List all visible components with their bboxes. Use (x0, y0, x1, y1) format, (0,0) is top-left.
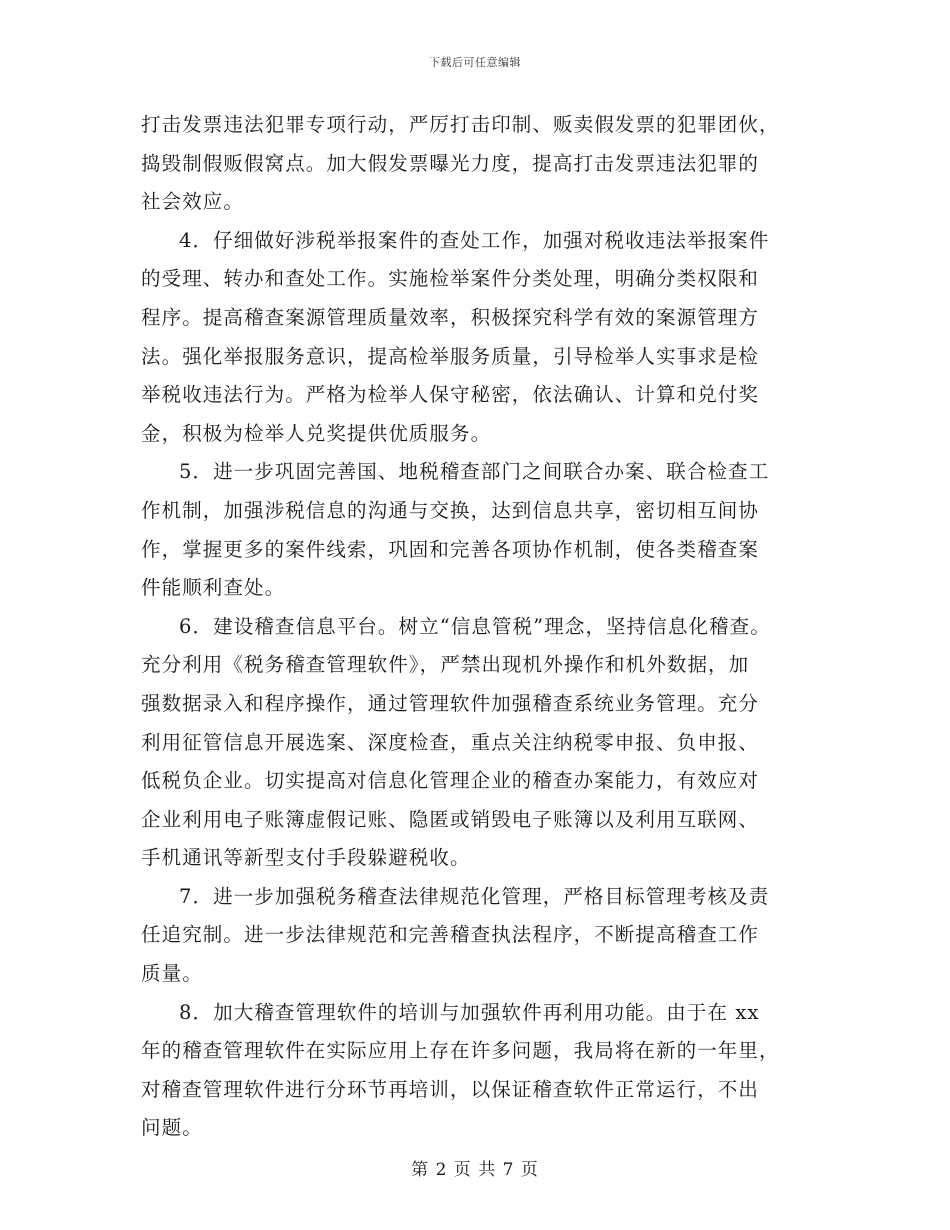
text-line: 打击发票违法犯罪专项行动，严厉打击印制、贩卖假发票的犯罪团伙， (141, 113, 780, 136)
text-line: 6．建设稽查信息平台。树立“信息管税”理念，坚持信息化稽查。 (179, 614, 771, 638)
text-line: 问题。 (141, 1116, 203, 1140)
text-line: 金，积极为检举人兑奖提供优质服务。 (141, 421, 492, 445)
text-line: 8．加大稽查管理软件的培训与加强软件再利用功能。由于在 xx (179, 1000, 760, 1024)
document-body (141, 106, 841, 1148)
text-line: 对稽查管理软件进行分环节再培训，以保证稽查软件正常运行，不出 (141, 1077, 760, 1101)
text-line: 任追究制。进一步法律规范和完善稽查执法程序，不断提高稽查工作 (141, 923, 760, 947)
text-line: 手机通讯等新型支付手段躲避税收。 (141, 846, 471, 870)
text-line: 5．进一步巩固完善国、地税稽查部门之间联合办案、联合检查工 (179, 460, 770, 484)
text-line: 件能顺利查处。 (141, 576, 286, 600)
text-line: 4．仔细做好涉税举报案件的查处工作，加强对税收违法举报案件 (179, 228, 770, 252)
page-number-footer: 第 2 页 共 7 页 (411, 1160, 539, 1180)
text-line: 利用征管信息开展选案、深度检查，重点关注纳税零申报、负申报、 (141, 730, 760, 754)
text-line: 社会效应。 (141, 190, 245, 214)
text-line: 作机制，加强涉税信息的沟通与交换，达到信息共享，密切相互间协 (141, 498, 760, 522)
text-line: 充分利用《税务稽查管理软件》，严禁出现机外操作和机外数据，加 (141, 653, 750, 677)
text-line: 低税负企业。切实提高对信息化管理企业的稽查办案能力，有效应对 (141, 769, 760, 793)
text-line: 的受理、转办和查处工作。实施检举案件分类处理，明确分类权限和 (141, 267, 760, 291)
text-line: 质量。 (141, 962, 203, 986)
text-line: 作，掌握更多的案件线索，巩固和完善各项协作机制，使各类稽查案 (141, 537, 760, 561)
text-line: 程序。提高稽查案源管理质量效率，积极探究科学有效的案源管理方 (141, 305, 760, 329)
text-line: 企业利用电子账簿虚假记账、隐匿或销毁电子账簿以及利用互联网、 (141, 807, 760, 831)
text-line: 7．进一步加强税务稽查法律规范化管理，严格目标管理考核及责 (179, 884, 770, 908)
text-line: 法。强化举报服务意识，提高检举服务质量，引导检举人实事求是检 (141, 344, 760, 368)
page-header: 下载后可任意编辑 (429, 56, 521, 69)
text-line: 捣毁制假贩假窝点。加大假发票曝光力度，提高打击发票违法犯罪的 (141, 151, 760, 175)
text-line: 强数据录入和程序操作，通过管理软件加强稽查系统业务管理。充分 (141, 691, 760, 715)
text-line: 举税收违法行为。严格为检举人保守秘密，依法确认、计算和兑付奖 (141, 383, 760, 407)
text-line: 年的稽查管理软件在实际应用上存在许多问题，我局将在新的一年里， (141, 1039, 780, 1063)
